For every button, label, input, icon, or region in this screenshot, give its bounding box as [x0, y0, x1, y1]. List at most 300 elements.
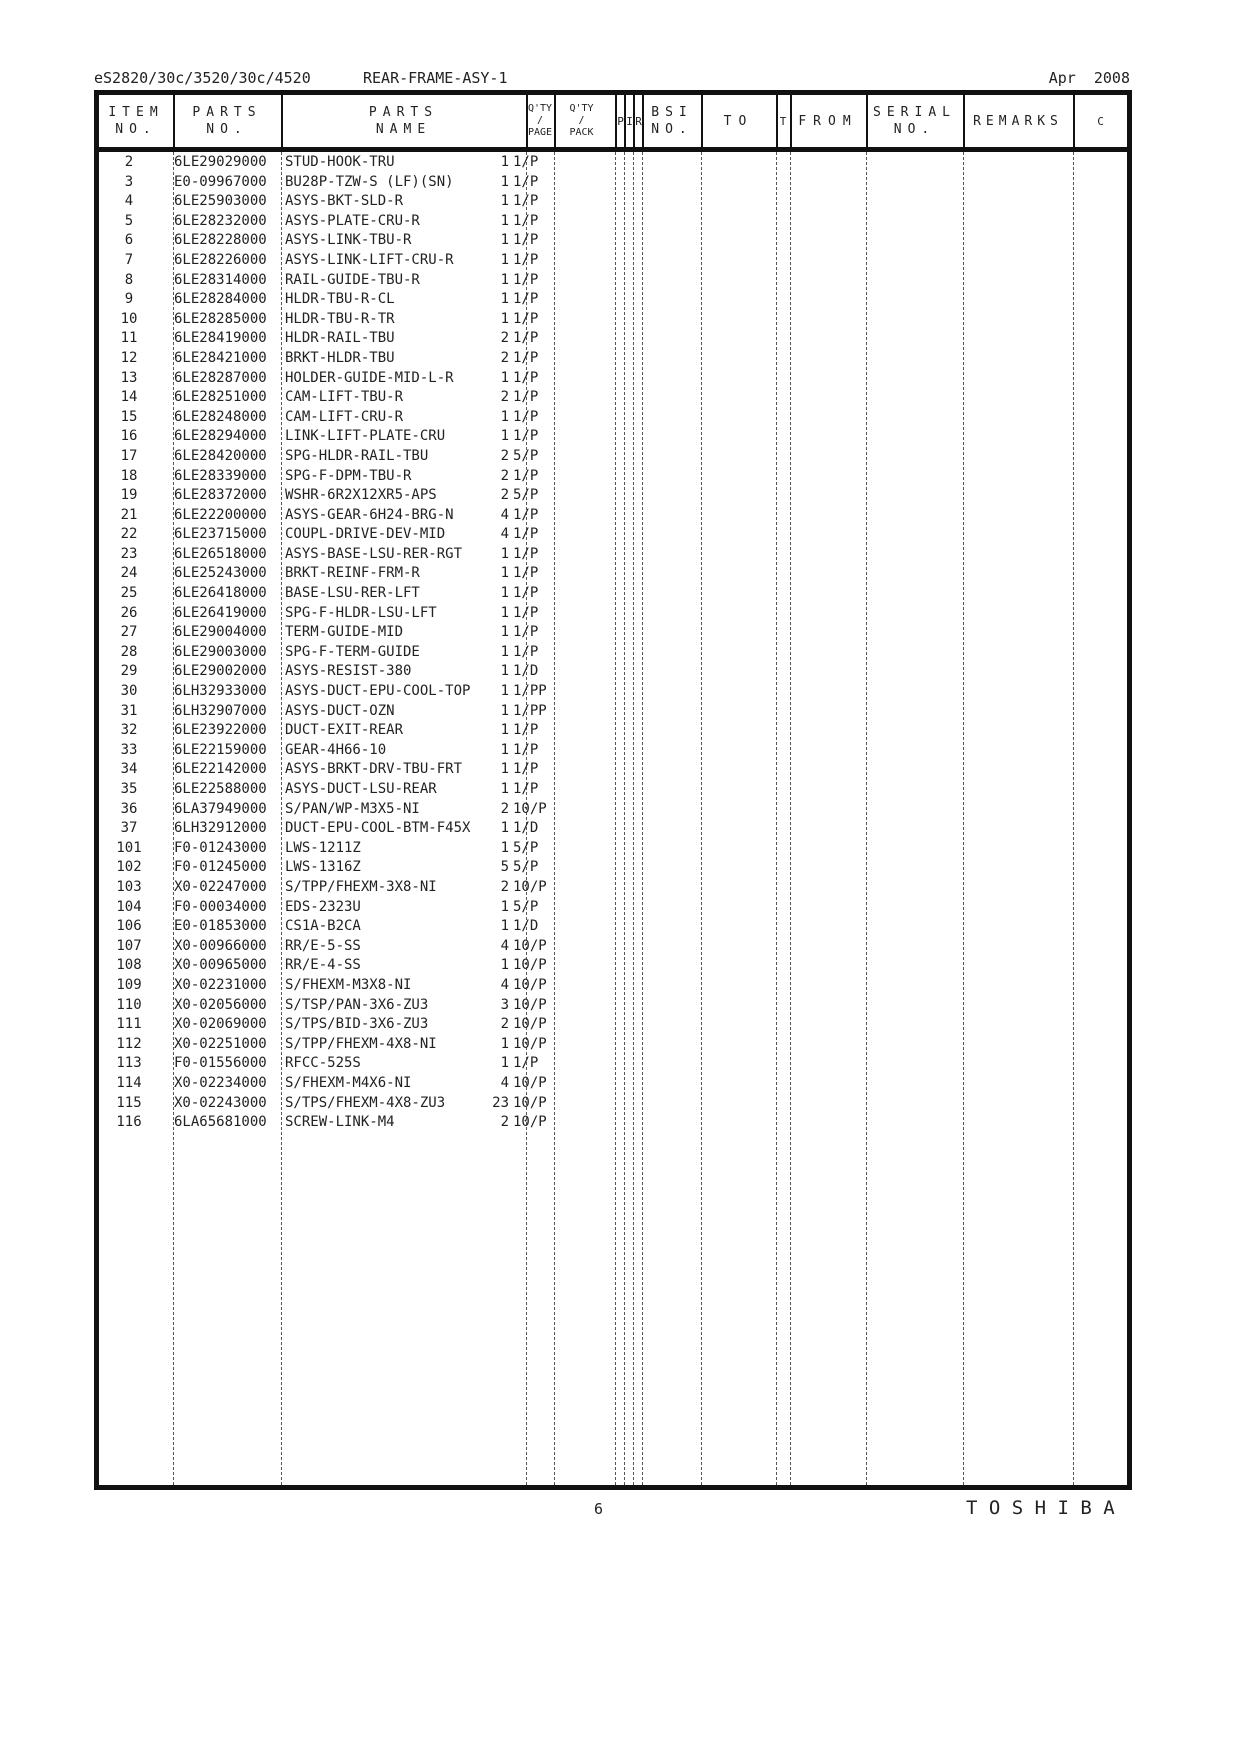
item-number: 21: [120, 506, 138, 523]
part-number: X0-00965000: [174, 957, 267, 974]
brand-name: T O S H I B A: [966, 1497, 1115, 1519]
part-name: SCREW-LINK-M4: [285, 1114, 395, 1131]
part-number: 6LE28284000: [174, 291, 267, 308]
part-name: ASYS-GEAR-6H24-BRG-N: [285, 506, 454, 523]
qty-per-page: 4: [500, 976, 509, 993]
table-row: [99, 858, 1127, 878]
table-row: [99, 525, 1127, 545]
qty-per-pack: 1/P: [513, 467, 539, 484]
part-name: BRKT-HLDR-TBU: [285, 349, 395, 366]
qty-per-page: 4: [500, 937, 509, 954]
part-name: S/TSP/PAN-3X6-ZU3: [285, 996, 429, 1013]
qty-per-page: 1: [500, 565, 509, 582]
table-row: [99, 564, 1127, 584]
header-divider-line: [281, 95, 283, 147]
table-row: [99, 251, 1127, 271]
qty-per-page: 1: [500, 193, 509, 210]
qty-per-pack: 10/P: [513, 976, 547, 993]
item-number: 3: [124, 173, 134, 190]
part-name: CS1A-B2CA: [285, 918, 361, 935]
part-name: S/TPP/FHEXM-3X8-NI: [285, 878, 437, 895]
qty-per-pack: 1/P: [513, 741, 539, 758]
qty-per-page: 1: [500, 761, 509, 778]
table-row: [99, 545, 1127, 565]
part-name: WSHR-6R2X12XR5-APS: [285, 487, 437, 504]
part-name: ASYS-RESIST-380: [285, 663, 412, 680]
item-number: 15: [120, 408, 138, 425]
part-number: 6LE28287000: [174, 369, 267, 386]
item-number: 26: [120, 604, 138, 621]
qty-per-pack: 10/P: [513, 800, 547, 817]
qty-per-page: 1: [500, 663, 509, 680]
item-number: 18: [120, 467, 138, 484]
part-name: HLDR-RAIL-TBU: [285, 330, 395, 347]
qty-per-page: 1: [500, 604, 509, 621]
header-divider-line: [526, 95, 528, 147]
part-name: S/FHEXM-M3X8-NI: [285, 976, 412, 993]
part-number: X0-02056000: [174, 996, 267, 1013]
part-number: 6LE26418000: [174, 585, 267, 602]
qty-per-page: 1: [500, 1035, 509, 1052]
qty-per-pack: 1/P: [513, 761, 539, 778]
qty-per-pack: 10/P: [513, 996, 547, 1013]
item-number: 115: [116, 1094, 142, 1111]
table-row: [99, 427, 1127, 447]
table-row: [99, 800, 1127, 820]
header-divider-line: [866, 95, 868, 147]
part-number: 6LE22588000: [174, 781, 267, 797]
part-number: 6LE22200000: [174, 506, 267, 523]
qty-per-page: 1: [500, 820, 509, 837]
table-row: [99, 231, 1127, 251]
qty-per-page: 4: [500, 526, 509, 543]
part-name: RR/E-5-SS: [285, 937, 361, 954]
item-number: 4: [124, 193, 134, 210]
table-row: [99, 584, 1127, 604]
qty-per-page: 2: [500, 1114, 509, 1131]
item-number: 108: [116, 957, 142, 974]
table-row: [99, 1074, 1127, 1094]
qty-per-pack: 1/P: [513, 212, 539, 229]
qty-per-page: 1: [500, 212, 509, 229]
item-number: 13: [120, 369, 138, 386]
table-row: [99, 741, 1127, 761]
qty-per-page: 1: [500, 271, 509, 288]
table-row: [99, 369, 1127, 389]
qty-per-page: 1: [500, 643, 509, 660]
qty-per-page: 1: [500, 1055, 509, 1072]
part-name: S/TPP/FHEXM-4X8-NI: [285, 1035, 437, 1052]
table-row: [99, 878, 1127, 898]
qty-per-pack: 1/P: [513, 251, 539, 268]
qty-per-pack: 1/P: [513, 154, 539, 170]
qty-per-page: 1: [500, 545, 509, 562]
part-name: SPG-F-HLDR-LSU-LFT: [285, 604, 437, 621]
item-number: 32: [120, 722, 138, 739]
part-name: SPG-F-TERM-GUIDE: [285, 643, 420, 660]
header-divider-line: [615, 95, 617, 147]
qty-per-page: 1: [500, 683, 509, 700]
part-name: ASYS-DUCT-EPU-COOL-TOP: [285, 683, 471, 700]
part-number: 6LE25903000: [174, 193, 267, 210]
table-row: [99, 1015, 1127, 1035]
qty-per-pack: 1/P: [513, 389, 539, 406]
part-name: HOLDER-GUIDE-MID-L-R: [285, 369, 454, 386]
col-c: C: [1097, 114, 1104, 128]
item-number: 101: [116, 839, 142, 856]
qty-per-pack: 1/P: [513, 428, 539, 445]
part-name: SPG-F-DPM-TBU-R: [285, 467, 412, 484]
item-number: 112: [116, 1035, 142, 1052]
part-name: ASYS-BKT-SLD-R: [285, 193, 404, 210]
header-divider-line: [790, 95, 792, 147]
part-name: CAM-LIFT-CRU-R: [285, 408, 404, 425]
item-number: 7: [124, 251, 134, 268]
qty-per-page: 1: [500, 722, 509, 739]
table-row: [99, 760, 1127, 780]
part-number: 6LE28228000: [174, 232, 267, 249]
part-number: X0-02069000: [174, 1016, 267, 1033]
qty-per-page: 1: [500, 232, 509, 249]
part-number: 6LE28421000: [174, 349, 267, 366]
table-row: [99, 212, 1127, 232]
item-number: 114: [116, 1074, 142, 1091]
col-remarks: REMARKS: [973, 113, 1063, 129]
item-number: 31: [120, 702, 138, 719]
table-row: [99, 643, 1127, 663]
qty-per-pack: 5/P: [513, 487, 539, 504]
qty-per-pack: 1/D: [513, 820, 539, 837]
header-divider-line: [633, 95, 635, 147]
part-number: X0-00966000: [174, 937, 267, 954]
part-number: X0-02231000: [174, 976, 267, 993]
part-number: 6LE29002000: [174, 663, 267, 680]
table-row: [99, 702, 1127, 722]
table-row: [99, 819, 1127, 839]
part-name: S/PAN/WP-M3X5-NI: [285, 800, 420, 817]
qty-per-page: 1: [500, 741, 509, 758]
table-row: [99, 956, 1127, 976]
table-row: [99, 898, 1127, 918]
part-name: HLDR-TBU-R-TR: [285, 310, 395, 327]
qty-per-page: 1: [500, 154, 509, 170]
parts-table: [94, 90, 1132, 1490]
col-qty-pack: Q'TY / PACK: [569, 103, 594, 138]
qty-per-page: 5: [500, 859, 509, 876]
part-name: ASYS-DUCT-OZN: [285, 702, 395, 719]
table-row: [99, 192, 1127, 212]
table-row: [99, 506, 1127, 526]
item-number: 34: [120, 761, 138, 778]
part-name: ASYS-BASE-LSU-RER-RGT: [285, 545, 463, 562]
qty-per-pack: 1/P: [513, 643, 539, 660]
qty-per-pack: 1/P: [513, 604, 539, 621]
item-number: 24: [120, 565, 138, 582]
qty-per-pack: 5/P: [513, 859, 539, 876]
part-name: S/FHEXM-M4X6-NI: [285, 1074, 412, 1091]
part-name: RFCC-525S: [285, 1055, 361, 1072]
table-row: [99, 349, 1127, 369]
item-number: 36: [120, 800, 138, 817]
part-number: E0-01853000: [174, 918, 267, 935]
table-row: [99, 623, 1127, 643]
part-number: 6LH32933000: [174, 683, 267, 700]
part-number: 6LE22142000: [174, 761, 267, 778]
table-row: [99, 1035, 1127, 1055]
part-name: ASYS-BRKT-DRV-TBU-FRT: [285, 761, 463, 778]
table-row: [99, 839, 1127, 859]
part-number: X0-02251000: [174, 1035, 267, 1052]
part-name: BASE-LSU-RER-LFT: [285, 585, 420, 602]
part-number: 6LH32912000: [174, 820, 267, 837]
part-name: ASYS-PLATE-CRU-R: [285, 212, 420, 229]
part-number: 6LE23922000: [174, 722, 267, 739]
item-number: 30: [120, 683, 138, 700]
part-number: 6LA65681000: [174, 1114, 267, 1131]
qty-per-pack: 1/PP: [513, 702, 547, 719]
col-r: R: [635, 114, 642, 128]
page-number: 6: [594, 1500, 604, 1518]
item-number: 27: [120, 624, 138, 641]
part-name: S/TPS/FHEXM-4X8-ZU3: [285, 1094, 446, 1111]
part-number: X0-02243000: [174, 1094, 267, 1111]
item-number: 29: [120, 663, 138, 680]
qty-per-pack: 1/P: [513, 526, 539, 543]
item-number: 103: [116, 878, 142, 895]
qty-per-pack: 1/P: [513, 349, 539, 366]
qty-per-pack: 10/P: [513, 937, 547, 954]
qty-per-pack: 1/P: [513, 193, 539, 210]
col-parts-no: PARTS NO.: [192, 105, 262, 137]
part-number: 6LE28251000: [174, 389, 267, 406]
qty-per-pack: 1/P: [513, 173, 539, 190]
table-row: [99, 447, 1127, 467]
qty-per-page: 2: [500, 800, 509, 817]
table-row: [99, 1054, 1127, 1074]
qty-per-pack: 1/P: [513, 1055, 539, 1072]
table-row: [99, 408, 1127, 428]
qty-per-page: 1: [500, 839, 509, 856]
part-name: DUCT-EPU-COOL-BTM-F45X: [285, 820, 471, 837]
qty-per-page: 1: [500, 624, 509, 641]
qty-per-page: 2: [500, 1016, 509, 1033]
col-i: I: [626, 114, 633, 128]
part-number: 6LE28339000: [174, 467, 267, 484]
item-number: 113: [116, 1055, 142, 1072]
item-number: 6: [124, 232, 134, 249]
part-name: STUD-HOOK-TRU: [285, 154, 395, 170]
qty-per-pack: 10/P: [513, 1074, 547, 1091]
col-t: T: [779, 114, 787, 128]
part-name: HLDR-TBU-R-CL: [285, 291, 395, 308]
table-row: [99, 996, 1127, 1016]
table-row: [99, 153, 1127, 173]
col-p: P: [617, 114, 624, 128]
header-divider: [99, 147, 1127, 152]
item-number: 5: [124, 212, 134, 229]
qty-per-pack: 1/D: [513, 918, 539, 935]
qty-per-pack: 5/P: [513, 898, 539, 915]
qty-per-page: 2: [500, 389, 509, 406]
qty-per-pack: 1/P: [513, 232, 539, 249]
item-number: 116: [116, 1114, 142, 1131]
qty-per-pack: 10/P: [513, 878, 547, 895]
qty-per-pack: 1/P: [513, 722, 539, 739]
col-serial-no: SERIAL NO.: [873, 105, 956, 137]
header-divider-line: [963, 95, 965, 147]
item-number: 19: [120, 487, 138, 504]
qty-per-page: 2: [500, 330, 509, 347]
col-to: TO: [723, 113, 754, 129]
item-number: 28: [120, 643, 138, 660]
assembly-title: REAR-FRAME-ASY-1: [363, 69, 508, 87]
qty-per-pack: 10/P: [513, 1114, 547, 1131]
qty-per-page: 1: [500, 310, 509, 327]
part-number: 6LE28248000: [174, 408, 267, 425]
qty-per-pack: 1/P: [513, 310, 539, 327]
qty-per-pack: 5/P: [513, 839, 539, 856]
qty-per-page: 1: [500, 173, 509, 190]
header-divider-line: [624, 95, 626, 147]
item-number: 22: [120, 526, 138, 543]
part-name: EDS-2323U: [285, 898, 361, 915]
part-name: LWS-1316Z: [285, 859, 361, 876]
table-row: [99, 290, 1127, 310]
item-number: 35: [120, 781, 138, 797]
part-number: 6LE29004000: [174, 624, 267, 641]
qty-per-page: 1: [500, 251, 509, 268]
part-number: 6LE29029000: [174, 154, 267, 170]
part-number: 6LE25243000: [174, 565, 267, 582]
col-parts-name: PARTS NAME: [368, 105, 439, 137]
part-name: DUCT-EXIT-REAR: [285, 722, 404, 739]
part-name: ASYS-DUCT-LSU-REAR: [285, 781, 437, 797]
item-number: 14: [120, 389, 138, 406]
header-divider-line: [173, 95, 175, 147]
table-row: [99, 173, 1127, 193]
qty-per-pack: 1/P: [513, 330, 539, 347]
part-number: 6LE26419000: [174, 604, 267, 621]
table-row: [99, 604, 1127, 624]
model-title: eS2820/30c/3520/30c/4520: [94, 69, 311, 87]
part-name: BRKT-REINF-FRM-R: [285, 565, 420, 582]
qty-per-pack: 1/P: [513, 506, 539, 523]
qty-per-pack: 1/P: [513, 565, 539, 582]
table-row: [99, 486, 1127, 506]
qty-per-pack: 1/P: [513, 369, 539, 386]
qty-per-pack: 1/PP: [513, 683, 547, 700]
col-item-no: ITEM NO.: [108, 105, 164, 137]
part-name: RR/E-4-SS: [285, 957, 361, 974]
part-number: 6LE22159000: [174, 741, 267, 758]
table-row: [99, 329, 1127, 349]
part-name: ASYS-LINK-LIFT-CRU-R: [285, 251, 454, 268]
part-number: E0-09967000: [174, 173, 267, 190]
qty-per-page: 2: [500, 878, 509, 895]
part-name: LINK-LIFT-PLATE-CRU: [285, 428, 446, 445]
col-qty-page: Q'TY / PAGE: [527, 103, 553, 138]
item-number: 33: [120, 741, 138, 758]
part-number: 6LE26518000: [174, 545, 267, 562]
part-number: F0-01245000: [174, 859, 267, 876]
qty-per-page: 2: [500, 447, 509, 464]
qty-per-page: 2: [500, 467, 509, 484]
parts-rows: [99, 153, 1127, 1133]
part-name: COUPL-DRIVE-DEV-MID: [285, 526, 446, 543]
item-number: 111: [116, 1016, 142, 1033]
qty-per-pack: 1/P: [513, 781, 539, 797]
item-number: 102: [116, 859, 142, 876]
part-number: 6LE28226000: [174, 251, 267, 268]
qty-per-pack: 10/P: [513, 957, 547, 974]
part-name: BU28P-TZW-S (LF)(SN): [285, 173, 454, 190]
qty-per-page: 1: [500, 585, 509, 602]
item-number: 12: [120, 349, 138, 366]
part-name: SPG-HLDR-RAIL-TBU: [285, 447, 429, 464]
table-row: [99, 662, 1127, 682]
part-number: 6LA37949000: [174, 800, 267, 817]
part-name: RAIL-GUIDE-TBU-R: [285, 271, 420, 288]
part-name: ASYS-LINK-TBU-R: [285, 232, 412, 249]
item-number: 104: [116, 898, 142, 915]
part-number: F0-00034000: [174, 898, 267, 915]
table-row: [99, 937, 1127, 957]
item-number: 11: [120, 330, 138, 347]
header-divider-line: [554, 95, 556, 147]
qty-per-page: 4: [500, 506, 509, 523]
qty-per-page: 3: [500, 996, 509, 1013]
item-number: 109: [116, 976, 142, 993]
qty-per-page: 23: [492, 1094, 509, 1111]
table-row: [99, 917, 1127, 937]
part-number: 6LE28372000: [174, 487, 267, 504]
part-number: 6LE28314000: [174, 271, 267, 288]
header-divider-line: [1073, 95, 1075, 147]
qty-per-pack: 1/P: [513, 585, 539, 602]
qty-per-page: 1: [500, 957, 509, 974]
qty-per-pack: 5/P: [513, 447, 539, 464]
qty-per-pack: 10/P: [513, 1035, 547, 1052]
col-from: FROM: [798, 113, 858, 129]
table-row: [99, 1094, 1127, 1114]
qty-per-pack: 1/D: [513, 663, 539, 680]
part-number: X0-02234000: [174, 1074, 267, 1091]
qty-per-page: 1: [500, 428, 509, 445]
qty-per-page: 1: [500, 918, 509, 935]
qty-per-page: 1: [500, 702, 509, 719]
part-number: 6LE28420000: [174, 447, 267, 464]
item-number: 16: [120, 428, 138, 445]
qty-per-pack: 1/P: [513, 271, 539, 288]
qty-per-page: 4: [500, 1074, 509, 1091]
table-row: [99, 1113, 1127, 1133]
qty-per-pack: 10/P: [513, 1094, 547, 1111]
qty-per-page: 1: [500, 781, 509, 797]
header-divider-line: [642, 95, 644, 147]
qty-per-pack: 1/P: [513, 291, 539, 308]
table-row: [99, 271, 1127, 291]
part-name: LWS-1211Z: [285, 839, 361, 856]
issue-date: Apr 2008: [1048, 69, 1130, 87]
qty-per-pack: 10/P: [513, 1016, 547, 1033]
item-number: 8: [124, 271, 134, 288]
qty-per-page: 1: [500, 408, 509, 425]
part-number: X0-02247000: [174, 878, 267, 895]
table-row: [99, 721, 1127, 741]
header-divider-line: [776, 95, 778, 147]
item-number: 17: [120, 447, 138, 464]
qty-per-pack: 1/P: [513, 624, 539, 641]
